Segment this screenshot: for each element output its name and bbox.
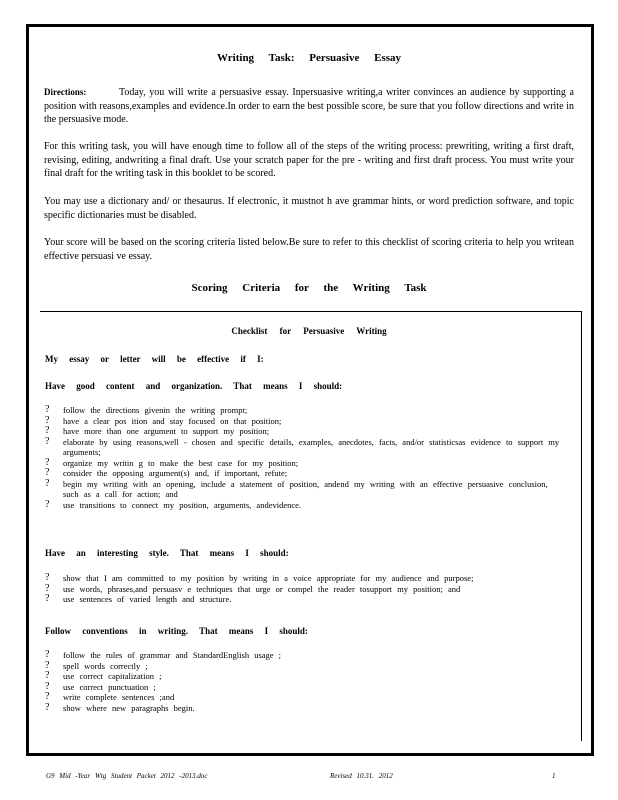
writing-process-paragraph: For this writing task, you will have enough time to follow all of the steps of the writing process: prewriting, writing a first draft, revising, editing, andwriting a final draft. Use your scratch paper for the pre - writing and first draft process. You must write your final draft for the writing task in this booklet to be scored. [44,141,574,179]
question-mark-icon: ? [45,701,50,713]
footer-filename: G9 Mid -Year Wtg Student Packet 2012 -2013.doc [46,772,208,780]
list-item: ? organize my writin g to make the best case for my position; [45,456,299,468]
list-item: ? elaborate by using reasons,well - chosen and specific details, examples, anecdotes, facts, and/or statisticsas evidence to support my arguments; [45,435,560,457]
list-item: ? show where new paragraphs begin. [45,701,195,713]
list-item: ? use words, phrases,and persuasv e techniques that urge or compel the reader tosupport my position; and [45,582,461,594]
group-heading-content: Have good content and organization. That means I should: [45,381,343,391]
question-mark-icon: ? [45,414,50,426]
list-item: ? use correct punctuation ; [45,680,156,692]
checklist-intro: My essay or letter will be effective if I: [45,354,264,364]
score-paragraph: Your score will be based on the scoring criteria listed below.Be sure to refer to this checklist of scoring criteria to help you writean effective persuasi ve essay. [44,237,574,262]
question-mark-icon: ? [45,498,50,510]
dictionary-paragraph: You may use a dictionary and/ or thesaurus. If electronic, it mustnot h ave grammar hints, or word prediction software, and topic specific dictionaries must be disabled. [44,196,574,221]
list-item: ? begin my writing with an opening, include a statement of position, andend my writing with an effective persuasive conclusion, such as a call for action; and [45,477,548,499]
directions-paragraph [44,86,574,127]
list-item: ? have more than one argument to support my position; [45,425,270,436]
footer-revised: Revised 10.31. 2012 [330,772,393,780]
question-mark-icon: ? [45,670,50,681]
question-mark-icon: ? [45,404,50,415]
group-heading-style: Have an interesting style. That means I should: [45,548,289,558]
content-checklist [45,405,565,510]
question-mark-icon: ? [45,649,50,660]
conventions-checklist [45,650,565,713]
list-item: ? follow the directions givenin the writing prompt; [45,404,248,415]
checklist-title: Checklist for Persuasive Writing [231,326,387,336]
list-item: ? use transitions to connect my position, arguments, andevidence. [45,498,302,510]
question-mark-icon: ? [45,435,50,447]
question-mark-icon: ? [45,593,50,604]
list-item: ? have a clear pos ition and stay focused on that position; [45,414,282,426]
question-mark-icon: ? [45,659,50,671]
list-item: ? show that I am committed to my position by writing in a voice appropriate for my audience and purpose; [45,572,474,583]
question-mark-icon: ? [45,456,50,468]
list-item: ? consider the opposing argument(s) and, if important, refute; [45,467,288,478]
group-heading-conventions: Follow conventions in writing. That means I should: [45,626,308,636]
question-mark-icon: ? [45,582,50,594]
question-mark-icon: ? [45,691,50,702]
list-item: ? write complete sentences ;and [45,691,175,702]
question-mark-icon: ? [45,477,50,489]
list-item: ? spell words correctly ; [45,659,148,671]
scoring-criteria-title: Scoring Criteria for the Writing Task [191,282,427,294]
directions-label: Directions: [44,87,87,97]
directions-text: Today, you will write a persuasive essay. Inpersuasive writing,a writer convinces an audience by supporting a position with reasons,examples and evidence.In order to earn the best possible score, be sure that you follow directions and write in the persuasive mode. [44,87,574,125]
list-item: ? use sentences of varied length and structure. [45,593,232,604]
question-mark-icon: ? [45,572,50,583]
footer-page-number: 1 [552,772,556,780]
list-item: ? use correct capitalization ; [45,670,162,681]
question-mark-icon: ? [45,467,50,478]
question-mark-icon: ? [45,425,50,436]
style-checklist [45,573,565,605]
question-mark-icon: ? [45,680,50,692]
list-item: ? follow the rules of grammar and StandardEnglish usage ; [45,649,282,660]
page-title: Writing Task: Persuasive Essay [216,52,402,64]
